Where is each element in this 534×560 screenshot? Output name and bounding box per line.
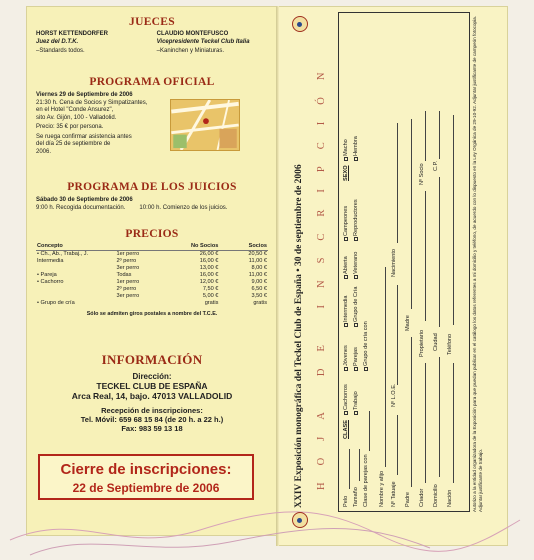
class-option-label: Abierta: [343, 256, 349, 274]
map-graphic: [171, 100, 239, 150]
program-line: Se ruega confirmar asistencia antes: [36, 133, 132, 140]
prices-header-cell: Concepto: [36, 243, 116, 251]
price-cell: [36, 286, 116, 293]
prices-header-row: [36, 243, 268, 251]
price-cell: 9,00 €: [251, 279, 267, 285]
domicilio-field[interactable]: [439, 357, 440, 477]
class-option[interactable]: [353, 199, 359, 241]
price-cell: [36, 265, 116, 272]
clase-label: CLASE: [343, 420, 349, 439]
prices-title: PRECIOS: [125, 228, 179, 240]
class-option[interactable]: [353, 287, 359, 327]
price-cell: 11,00 €: [248, 272, 267, 278]
trials-date: Sábado 30 de Septiembre de 2006: [36, 197, 133, 203]
price-cell: 26,00 €: [199, 251, 219, 257]
class-option-label: Reproductores: [353, 199, 359, 236]
program-line: en el Hotel "Conde Ansurez",: [36, 107, 114, 113]
ciudad-field[interactable]: [439, 177, 440, 327]
loe-field[interactable]: [397, 285, 398, 385]
field-label-nombre: Nombre y afijo: [379, 470, 385, 507]
price-cell: 1er perro: [116, 279, 140, 285]
sex-option[interactable]: [353, 136, 359, 161]
location-map: [170, 99, 240, 151]
field-label-socio: Nº Socio: [419, 163, 425, 185]
class-option-label: Parejas: [353, 347, 359, 366]
price-cell: 11,00 €: [248, 258, 267, 264]
field-label-cp: C.P.: [433, 160, 439, 171]
class-option[interactable]: [343, 296, 349, 327]
clase-parejas-field[interactable]: [369, 411, 370, 451]
checkbox-icon[interactable]: [344, 367, 348, 371]
propietario-field[interactable]: [425, 191, 426, 321]
class-option-label: Cachorros: [343, 384, 349, 410]
judges-title: JUECES: [129, 16, 175, 28]
padre-field[interactable]: [411, 337, 412, 487]
price-cell: 5,00 €: [202, 293, 219, 299]
judge-left-name: HORST KETTENDORFER: [36, 31, 108, 37]
judge-right-name: CLAUDIO MONTEFUSCO: [156, 31, 229, 37]
form-box: [338, 12, 470, 512]
price-cell: gratis: [253, 300, 267, 306]
prices-header-cell: Socios: [219, 243, 268, 251]
info-club: TECKEL CLUB DE ESPAÑA: [96, 381, 208, 391]
checkbox-icon[interactable]: [344, 411, 348, 415]
pelo-field[interactable]: [349, 449, 350, 489]
class-option-label: Grupo de cría con: [363, 321, 369, 366]
nombre-field[interactable]: [385, 267, 386, 467]
info-title: INFORMACIÓN: [101, 352, 203, 367]
field-label-nacimiento: Nacimiento: [391, 249, 397, 277]
price-cell: • Cachorro: [37, 279, 64, 285]
nacimiento-field[interactable]: [397, 123, 398, 243]
prices-table: [36, 243, 268, 307]
checkbox-icon[interactable]: [344, 237, 348, 241]
sex-option-label: Macho: [343, 139, 349, 156]
tatuaje-field[interactable]: [397, 415, 398, 475]
socio-field[interactable]: [425, 111, 426, 161]
madre-field[interactable]: [411, 119, 412, 309]
checkbox-icon[interactable]: [354, 323, 358, 327]
info-fax: Fax: 983 59 13 18: [121, 424, 183, 433]
table-row: [36, 272, 268, 279]
judge-right-role: Vicepresidente Teckel Club Italia: [156, 38, 250, 45]
checkbox-icon[interactable]: [354, 157, 358, 161]
table-row: [36, 286, 268, 293]
price-cell: 3er perro: [116, 265, 140, 271]
price-cell: gratis: [204, 300, 219, 306]
price-cell: 20,50 €: [248, 251, 267, 257]
info-phone: Tel. Móvil: 659 68 15 84 (de 20 h. a 22 h.): [80, 415, 224, 424]
checkbox-icon[interactable]: [354, 237, 358, 241]
class-option[interactable]: [343, 384, 349, 415]
checkbox-icon[interactable]: [354, 275, 358, 279]
form-title: XXIV Exposición monográfica del Teckel Club de España • 30 de septiembre de 2006: [294, 164, 304, 508]
price-cell: 16,00 €: [199, 272, 219, 278]
price-cell: • Ch., Ab., Trabaj., J.: [37, 251, 89, 257]
trials-title: PROGRAMA DE LOS JUICIOS: [67, 181, 237, 193]
judge-left-scope: –Standards todos.: [36, 48, 85, 54]
judge-right-scope: –Kaninchen y Miniaturas.: [156, 48, 225, 54]
criador-field[interactable]: [425, 363, 426, 483]
fold-line: [276, 6, 279, 546]
form-heading: HOJA DE INSCRIPCIÓN: [316, 55, 327, 490]
checkbox-icon[interactable]: [354, 367, 358, 371]
class-option-label: Campeones: [343, 205, 349, 236]
class-option[interactable]: [343, 256, 349, 279]
field-label-loe: Nº L.O.E.: [391, 383, 397, 407]
sexo-label: SEXO: [343, 165, 349, 181]
program-date: Viernes 29 de Septiembre de 2006: [36, 92, 133, 98]
price-cell: • Grupo de cría: [37, 300, 75, 306]
deadline-box: [38, 454, 254, 500]
price-cell: Todas: [116, 272, 132, 278]
field-label-criador: Criador: [419, 488, 425, 507]
price-cell: 2º perro: [116, 286, 137, 292]
checkbox-icon[interactable]: [364, 367, 368, 371]
field-label-tamano: Tamaño: [353, 487, 359, 507]
price-cell: 3,50 €: [251, 293, 267, 299]
class-option[interactable]: [343, 345, 349, 371]
checkbox-icon[interactable]: [344, 157, 348, 161]
info-dir-label: Dirección:: [132, 372, 172, 381]
registration-form: [290, 0, 490, 520]
price-cell: 8,00 €: [251, 265, 267, 271]
class-option[interactable]: [353, 347, 359, 371]
price-cell: [116, 300, 171, 307]
checkbox-icon[interactable]: [344, 323, 348, 327]
program-line: sito Av. Gijón, 100 - Valladolid.: [36, 114, 117, 121]
telefono-field[interactable]: [453, 115, 454, 325]
cp-field[interactable]: [439, 111, 440, 159]
program-line: 2006.: [36, 148, 52, 155]
class-option[interactable]: [343, 206, 349, 241]
class-option-label: Jóvenes: [343, 345, 349, 366]
price-cell: 12,00 €: [199, 279, 219, 285]
table-row: [36, 300, 268, 307]
trials-line-2: 10:00 h. Comienzo de los juicios.: [139, 204, 228, 211]
price-cell: • Pareja: [37, 272, 57, 278]
program-title: PROGRAMA OFICIAL: [89, 76, 215, 88]
price-cell: 16,00 €: [199, 258, 219, 264]
price-cell: 1er perro: [116, 251, 140, 257]
program-line: del día 25 de septiembre de: [36, 141, 111, 147]
class-option-label: Grupo de Cría: [353, 286, 359, 322]
prices-section: [36, 228, 268, 318]
table-row: [36, 293, 268, 300]
prices-header-cell: [116, 243, 171, 251]
field-label-domicilio: Domicilio: [433, 484, 439, 507]
info-address: Arca Real, 14, bajo. 47013 VALLADOLID: [71, 391, 233, 401]
nacion-field[interactable]: [453, 363, 454, 483]
club-seal-icon: [292, 512, 308, 528]
class-option-label: Veterano: [353, 251, 359, 274]
program-price: Precio: 35 € por persona.: [36, 124, 104, 130]
field-label-padre: Padre: [405, 492, 411, 507]
club-seal-icon: [292, 16, 308, 32]
deadline-line-2: 22 de Septiembre de 2006: [72, 481, 220, 495]
field-label-pelo: Pelo: [343, 495, 349, 507]
class-option[interactable]: [363, 321, 369, 371]
trials-line-1: 9:00 h. Recogida documentación.: [36, 204, 126, 211]
class-option[interactable]: [353, 252, 359, 279]
table-row: [36, 279, 268, 286]
field-label-clase-parejas: Clase de parejas con: [363, 454, 369, 507]
field-label-nacion: Nación: [447, 489, 453, 507]
field-label-propietario: Propietario: [419, 329, 425, 357]
field-label-madre: Madre: [405, 315, 411, 331]
field-label-telefono: Teléfono: [447, 333, 453, 355]
class-option-label: Trabajo: [353, 391, 359, 410]
info-section: [36, 352, 268, 433]
field-label-ciudad: Ciudad: [433, 333, 439, 351]
info-rec-label: Recepción de inscripciones:: [101, 406, 203, 415]
checkbox-icon[interactable]: [354, 411, 358, 415]
class-option-label: Intermedia: [343, 295, 349, 322]
price-cell: 3er perro: [116, 293, 140, 299]
sex-option-label: Hembra: [353, 136, 359, 156]
class-option[interactable]: [353, 391, 359, 415]
price-cell: 7,50 €: [202, 286, 219, 292]
price-cell: 2º perro: [116, 258, 137, 264]
table-row: [36, 265, 268, 272]
judge-left: [36, 31, 147, 56]
table-row: [36, 258, 268, 265]
judge-right: [157, 31, 268, 56]
deadline-line-1: Cierre de inscripciones:: [60, 461, 232, 478]
price-cell: 13,00 €: [199, 265, 219, 271]
trials-section: [36, 181, 268, 212]
price-cell: 6,50 €: [251, 286, 267, 292]
sex-option[interactable]: [343, 139, 349, 161]
tamano-field[interactable]: [359, 449, 360, 481]
judge-left-role: Juez del D.T.K.: [36, 38, 79, 45]
prices-note: Sólo se admiten giros postales a nombre del T.C.E.: [86, 311, 218, 317]
price-cell: [36, 293, 116, 300]
price-cell: Intermedia: [37, 258, 64, 264]
program-line: 21:30 h. Cena de Socios y Simpatizantes,: [36, 99, 148, 106]
checkbox-icon[interactable]: [344, 275, 348, 279]
legal-text: Autorizo a la entidad organizadora de la Exposición para que puedan publicar en el catálogo los datos referentes a mi domicilio y teléfono, de acuerdo con lo dispuesto en la Ley Orgánica de 29-10-92. Adjuntar justificante de campeón fotocopia. Adjuntar justificante de trabajo.: [472, 16, 483, 512]
prices-header-cell: No Socios: [171, 243, 220, 251]
table-row: [36, 251, 268, 259]
field-label-tatuaje: Nº Tatuaje: [391, 481, 397, 507]
judges-section: [36, 16, 268, 56]
